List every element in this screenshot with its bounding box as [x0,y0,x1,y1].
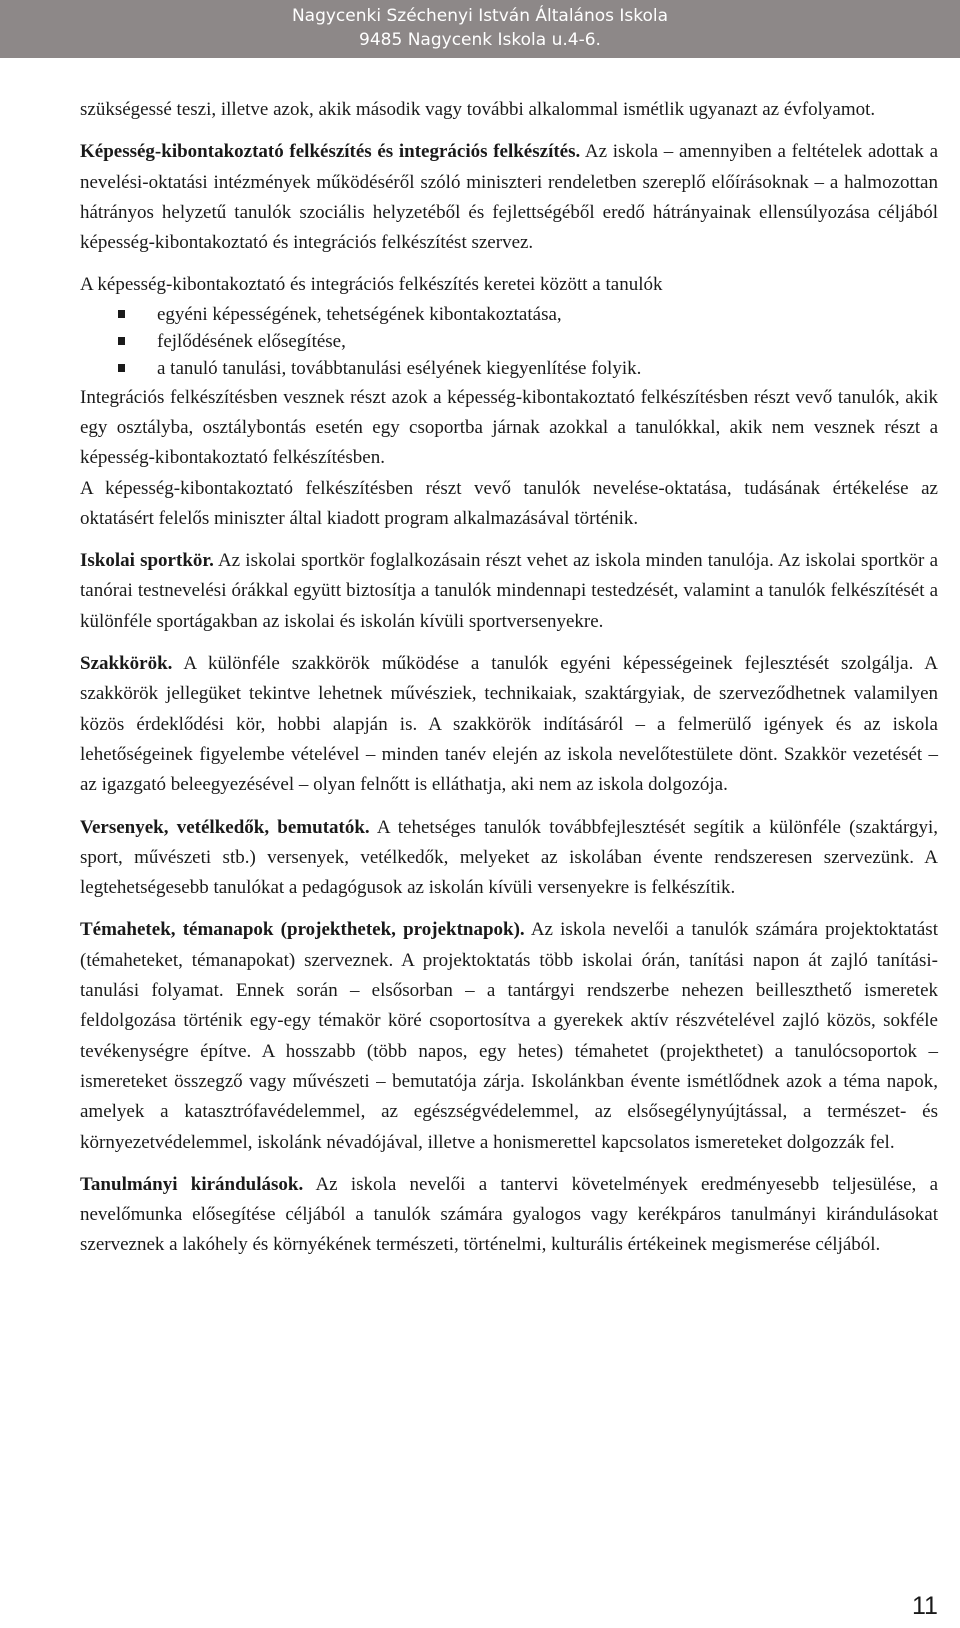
text-kepesseg: Az iskola – amennyiben a feltételek adottak a nevelési-oktatási intézmények működéséről szóló miniszteri rendeletben szereplő előírásoknak – a halmozottan hátrányos helyzetű tanulók szociális helyzetéből és fejlettségéből eredő hátrányainak ellensúlyozása céljából képesség-kibontakoztató és integrációs felkészítést szervez. [80,141,939,254]
text-kirandulasok: Az iskola nevelői a tantervi követelmények eredményesebb teljesülése, a nevelőmunka elősegítése céljából a tanulók számára gyalogos vagy kerékpáros tanulmányi kirándulásokat szerveznek a lakóhely és környékének természeti, történelmi, kulturális értékeinek megismerése céljából. [80,1173,939,1256]
paragraph-kepesseg [80,137,938,258]
paragraph-integracios: Integrációs felkészítésben vesznek részt azok a képesség-kibontakoztató felkészítésben részt vevő tanulók, akik egy osztályba, osztálybontás esetén egy csoportba járnak azokkal a tanulókkal, akik nem vesznek részt a képesség-kibontakoztató felkészítésben. [80,386,938,469]
heading-kirandulasok: Tanulmányi kirándulások. [80,1173,304,1195]
list-item-text: egyéni képességének, tehetségének kibontakoztatása, [157,303,562,325]
school-name: Nagycenki Széchenyi István Általános Iskola [291,6,669,26]
paragraph-ertekeles: A képesség-kibontakoztató felkészítésben részt vevő tanulók nevelése-oktatása, tudásának értékelése az oktatásért felelős miniszter által kiadott program alkalmazásával történik. [80,477,938,529]
paragraph-keretek: A képesség-kibontakoztató és integrációs felkészítés keretei között a tanulók [80,274,663,296]
paragraph-szakkorok [80,649,938,800]
document-body [80,95,938,1261]
page-number: 11 [912,1592,938,1620]
paragraph-sportkor [80,546,938,637]
list-item [80,301,938,328]
heading-szakkorok: Szakkörök. [80,653,173,675]
bullet-square-icon [118,364,125,372]
heading-kepesseg: Képesség-kibontakoztató felkészítés és integrációs felkészítés. [80,141,581,163]
text-versenyek: A tehetséges tanulók továbbfejlesztését segítik a különféle (szaktárgyi, sport, művészeti stb.) versenyek, vetélkedők, melyeket az iskolában évente rendszeresen szervezünk. A legtehetségesebb tanulókat a pedagógusok az iskolán kívüli versenyekre is felkészítik. [80,816,938,899]
list-item-text: a tanuló tanulási, továbbtanulási esélyének kiegyenlítése folyik. [157,358,642,380]
page-header [0,0,960,58]
paragraph-temahetek [80,915,938,1157]
school-address: 9485 Nagycenk Iskola u.4-6. [359,30,601,50]
text-temahetek: Az iskola nevelői a tanulók számára projektoktatást (témaheteket, témanapokat) szerveznek. A projektoktatás több iskolai órán, tanítási napon át zajló tanítási-tanulási folyamat. Ennek során – elsősorban – a tantárgyi rendszerbe nehezen beilleszthető ismeretek feldolgozása történik egy-egy témakör köré csoportosítva a gyerekek aktív részvételével zajló közös, sokféle tevékenységre építve. A hosszabb (több napos, egy hetes) témahetet (projekthetet) a tanulócsoportok – ismereteket összegző vagy művészeti – bemutatója zárja. Iskolánkban évente ismétlődnek azok a téma napok, amelyek a katasztrófavédelemmel, az egészségvédelemmel, az elsősegélynyújtással, a természet- és környezetvédelemmel, iskolánk névadójával, illetve a honismerettel kapcsolatos ismereteket dolgozzák fel. [80,919,938,1153]
list-item [80,328,938,355]
text-sportkor: Az iskolai sportkör foglalkozásain részt vehet az iskola minden tanulója. Az iskolai sportkör a tanórai testnevelési órákkal együtt biztosítja a tanulók mindennapi testedzését, valamint a tanulók felkészítését a különféle sportágakban az iskolai és iskolán kívüli sportversenyekre. [80,550,939,632]
paragraph-versenyek [80,813,938,904]
heading-sportkor: Iskolai sportkör. [80,550,214,572]
bullet-list [80,301,938,383]
heading-versenyek: Versenyek, vetélkedők, bemutatók. [80,816,370,838]
list-item [80,355,938,382]
heading-temahetek: Témahetek, témanapok (projekthetek, projektnapok). [80,919,525,941]
bullet-square-icon [118,337,125,345]
paragraph-intro: szükségessé teszi, illetve azok, akik második vagy további alkalommal ismétlik ugyanazt az évfolyamot. [80,99,876,120]
list-item-text: fejlődésének elősegítése, [157,331,346,353]
bullet-square-icon [118,310,125,318]
text-szakkorok: A különféle szakkörök működése a tanulók egyéni képességeinek fejlesztését szolgálja. A szakkörök jellegüket tekintve lehetnek művésziek, technikaiak, szaktárgyiak, de szerveződhetnek valamilyen közös érdeklődési kör, hobbi alapján is. A szakkörök indításáról – a felmerülő igények és az iskola lehetőségeinek figyelembe vételével – minden tanév elején az iskola nevelőtestülete dönt. Szakkör vezetését – az igazgató beleegyezésével – olyan felnőtt is elláthatja, aki nem az iskola dolgozója. [80,653,938,796]
paragraph-kirandulasok [80,1170,938,1261]
